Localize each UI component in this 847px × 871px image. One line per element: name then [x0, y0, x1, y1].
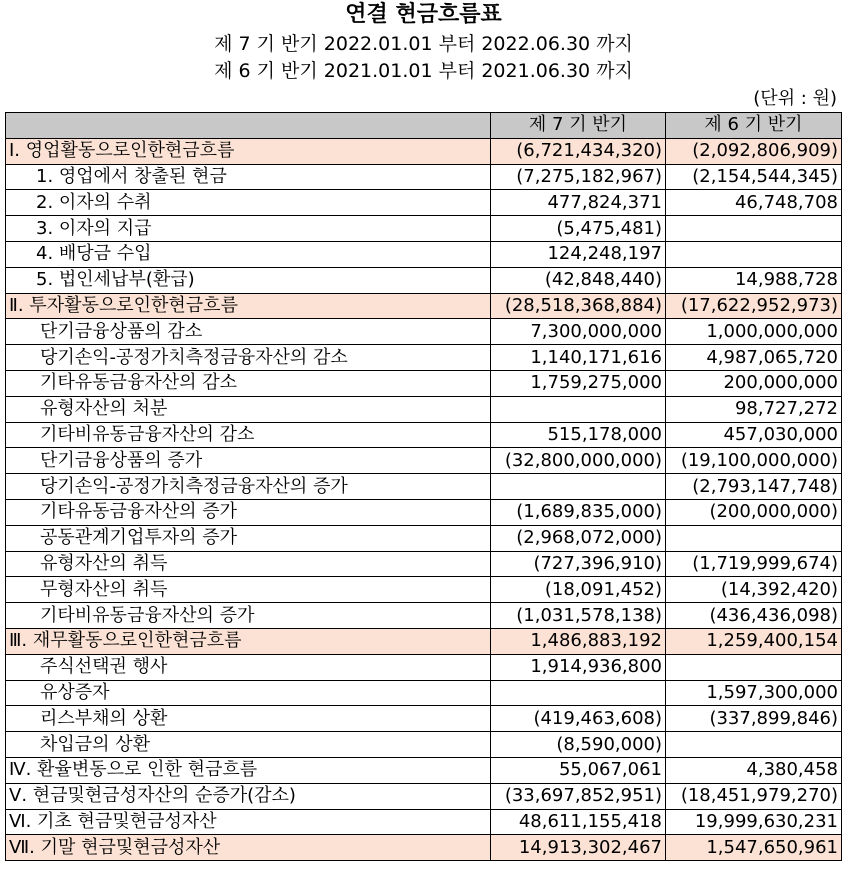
- row-label: 2. 이자의 수취: [6, 190, 491, 216]
- row-current-value: 515,178,000: [491, 422, 666, 448]
- row-current-value: 55,067,061: [491, 757, 666, 783]
- row-label: 무형자산의 취득: [6, 577, 491, 603]
- row-current-value: (5,475,481): [491, 216, 666, 242]
- table-row: [6, 216, 842, 242]
- row-prior-value: 1,597,300,000: [666, 680, 842, 706]
- row-prior-value: 4,987,065,720: [666, 345, 842, 371]
- row-label: Ⅶ. 기말 현금및현금성자산: [6, 835, 491, 861]
- row-label: 기타비유동금융자산의 감소: [6, 422, 491, 448]
- row-label: 기타유동금융자산의 감소: [6, 370, 491, 396]
- statement-title: 연결 현금흐름표: [345, 2, 502, 27]
- row-prior-value: 19,999,630,231: [666, 809, 842, 835]
- row-label: 5. 법인세납부(환급): [6, 267, 491, 293]
- row-label: 3. 이자의 지급: [6, 216, 491, 242]
- header-current-period: 제 7 기 반기: [491, 113, 666, 139]
- table-row: [6, 654, 842, 680]
- table-row: [6, 396, 842, 422]
- row-label: 리스부채의 상환: [6, 706, 491, 732]
- row-prior-value: (1,719,999,674): [666, 551, 842, 577]
- row-current-value: (419,463,608): [491, 706, 666, 732]
- row-prior-value: (2,092,806,909): [666, 138, 842, 164]
- row-current-value: (1,031,578,138): [491, 603, 666, 629]
- row-label: 1. 영업에서 창출된 현금: [6, 164, 491, 190]
- table-row: [6, 603, 842, 629]
- row-current-value: [491, 474, 666, 500]
- row-current-value: (42,848,440): [491, 267, 666, 293]
- row-current-value: (7,275,182,967): [491, 164, 666, 190]
- cash-flow-table: [5, 112, 842, 861]
- row-label: 주식선택권 행사: [6, 654, 491, 680]
- row-current-value: (8,590,000): [491, 732, 666, 758]
- period-prior: 제 6 기 반기 2021.01.01 부터 2021.06.30 까지: [214, 60, 633, 82]
- row-label: Ⅴ. 현금및현금성자산의 순증가(감소): [6, 783, 491, 809]
- table-row: [6, 577, 842, 603]
- table-row: [6, 164, 842, 190]
- table-row: [6, 138, 842, 164]
- row-prior-value: 200,000,000: [666, 370, 842, 396]
- row-prior-value: (19,100,000,000): [666, 448, 842, 474]
- row-current-value: 124,248,197: [491, 241, 666, 267]
- row-prior-value: (2,154,544,345): [666, 164, 842, 190]
- table-row: [6, 370, 842, 396]
- row-current-value: 477,824,371: [491, 190, 666, 216]
- row-prior-value: (18,451,979,270): [666, 783, 842, 809]
- row-current-value: 1,486,883,192: [491, 628, 666, 654]
- row-prior-value: [666, 654, 842, 680]
- row-current-value: (2,968,072,000): [491, 525, 666, 551]
- table-row: [6, 732, 842, 758]
- row-label: 당기손익-공정가치측정금융자산의 증가: [6, 474, 491, 500]
- row-label: 당기손익-공정가치측정금융자산의 감소: [6, 345, 491, 371]
- table-row: [6, 319, 842, 345]
- table-row: [6, 809, 842, 835]
- table-row: [6, 551, 842, 577]
- row-current-value: (6,721,434,320): [491, 138, 666, 164]
- row-current-value: 1,759,275,000: [491, 370, 666, 396]
- row-prior-value: (436,436,098): [666, 603, 842, 629]
- row-current-value: 1,914,936,800: [491, 654, 666, 680]
- row-current-value: (1,689,835,000): [491, 499, 666, 525]
- row-prior-value: (200,000,000): [666, 499, 842, 525]
- row-label: 차입금의 상환: [6, 732, 491, 758]
- period-current: 제 7 기 반기 2022.01.01 부터 2022.06.30 까지: [214, 33, 633, 55]
- row-current-value: 7,300,000,000: [491, 319, 666, 345]
- row-label: Ⅵ. 기초 현금및현금성자산: [6, 809, 491, 835]
- table-row: [6, 706, 842, 732]
- row-current-value: [491, 396, 666, 422]
- row-label: Ⅲ. 재무활동으로인한현금흐름: [6, 628, 491, 654]
- header-prior-period: 제 6 기 반기: [666, 113, 842, 139]
- row-current-value: 1,140,171,616: [491, 345, 666, 371]
- row-prior-value: (337,899,846): [666, 706, 842, 732]
- row-label: 유상증자: [6, 680, 491, 706]
- row-prior-value: 46,748,708: [666, 190, 842, 216]
- table-row: [6, 345, 842, 371]
- row-prior-value: 1,259,400,154: [666, 628, 842, 654]
- row-prior-value: (17,622,952,973): [666, 293, 842, 319]
- row-current-value: (32,800,000,000): [491, 448, 666, 474]
- row-label: 유형자산의 처분: [6, 396, 491, 422]
- table-row: [6, 783, 842, 809]
- row-prior-value: 1,000,000,000: [666, 319, 842, 345]
- table-row: [6, 474, 842, 500]
- row-current-value: (33,697,852,951): [491, 783, 666, 809]
- row-label: Ⅳ. 환율변동으로 인한 현금흐름: [6, 757, 491, 783]
- row-label: 유형자산의 취득: [6, 551, 491, 577]
- row-current-value: [491, 680, 666, 706]
- row-current-value: (727,396,910): [491, 551, 666, 577]
- row-prior-value: 4,380,458: [666, 757, 842, 783]
- row-label: 기타유동금융자산의 증가: [6, 499, 491, 525]
- row-prior-value: 457,030,000: [666, 422, 842, 448]
- row-label: 공동관계기업투자의 증가: [6, 525, 491, 551]
- table-row: [6, 835, 842, 861]
- row-current-value: (18,091,452): [491, 577, 666, 603]
- table-row: [6, 448, 842, 474]
- table-row: [6, 293, 842, 319]
- row-prior-value: 1,547,650,961: [666, 835, 842, 861]
- row-prior-value: (2,793,147,748): [666, 474, 842, 500]
- row-prior-value: [666, 216, 842, 242]
- table-row: [6, 267, 842, 293]
- row-current-value: 48,611,155,418: [491, 809, 666, 835]
- row-prior-value: (14,392,420): [666, 577, 842, 603]
- table-row: [6, 757, 842, 783]
- unit-label: (단위 : 원): [753, 88, 837, 109]
- table-row: [6, 190, 842, 216]
- row-current-value: 14,913,302,467: [491, 835, 666, 861]
- row-label: 단기금융상품의 증가: [6, 448, 491, 474]
- header-label: [6, 113, 491, 139]
- row-label: 기타비유동금융자산의 증가: [6, 603, 491, 629]
- table-row: [6, 241, 842, 267]
- row-prior-value: 14,988,728: [666, 267, 842, 293]
- table-row: [6, 422, 842, 448]
- table-row: [6, 525, 842, 551]
- row-label: 4. 배당금 수입: [6, 241, 491, 267]
- table-header-row: [6, 113, 842, 139]
- table-row: [6, 680, 842, 706]
- row-prior-value: [666, 241, 842, 267]
- row-prior-value: [666, 732, 842, 758]
- row-label: Ⅱ. 투자활동으로인한현금흐름: [6, 293, 491, 319]
- row-label: Ⅰ. 영업활동으로인한현금흐름: [6, 138, 491, 164]
- row-prior-value: 98,727,272: [666, 396, 842, 422]
- table-row: [6, 499, 842, 525]
- row-current-value: (28,518,368,884): [491, 293, 666, 319]
- table-row: [6, 628, 842, 654]
- row-prior-value: [666, 525, 842, 551]
- row-label: 단기금융상품의 감소: [6, 319, 491, 345]
